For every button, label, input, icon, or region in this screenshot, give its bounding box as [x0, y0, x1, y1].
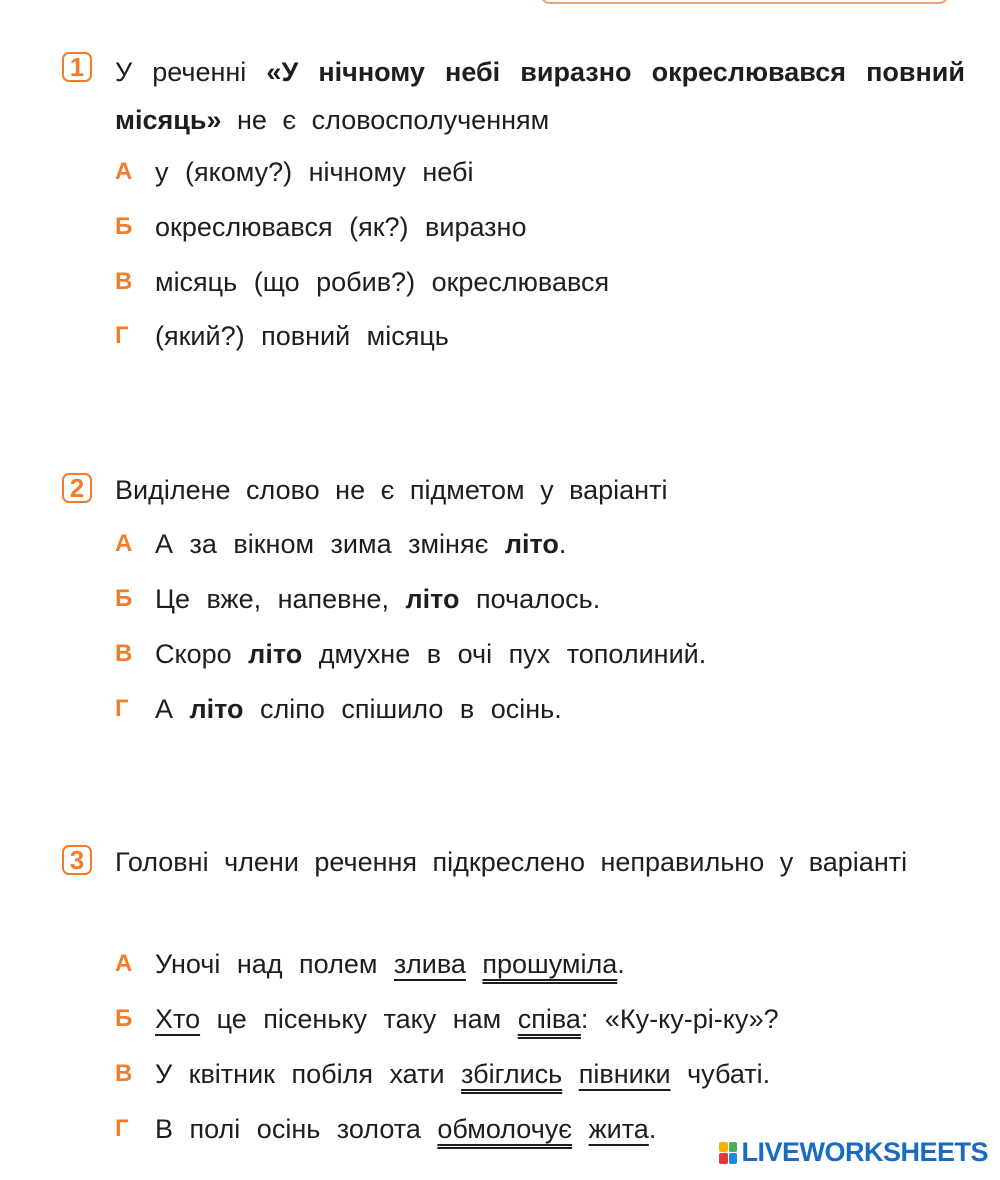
- option-letter: Г: [115, 695, 129, 722]
- predicate-underlined: обмолочує: [437, 1114, 573, 1144]
- option-letter: В: [115, 1060, 133, 1087]
- question-number-badge: 3: [62, 845, 92, 875]
- stem-text: Головні члени речення підкреслено неправильно у варіанті: [115, 847, 908, 877]
- highlighted-word: літо: [504, 529, 559, 559]
- subject-underlined: півники: [578, 1059, 671, 1089]
- highlighted-word: літо: [405, 584, 460, 614]
- subject-underlined: Хто: [155, 1004, 201, 1034]
- top-decor-strip: [540, 0, 949, 4]
- stem-text: У реченні: [115, 57, 267, 87]
- option-letter: Б: [115, 1005, 133, 1032]
- option-text: Хто це пісеньку таку нам співа: «Ку-ку-рі-ку»?: [155, 1004, 779, 1034]
- option-text: Скоро літо дмухне в очі пух тополиний.: [155, 639, 707, 669]
- watermark: [719, 1137, 988, 1168]
- option-text: (який?) повний місяць: [155, 321, 449, 351]
- option-letter: Г: [115, 1115, 129, 1142]
- option-text: В полі осінь золота обмолочує жита.: [155, 1114, 657, 1144]
- option-text: Це вже, напевне, літо почалось.: [155, 584, 601, 614]
- option-text: У квітник побіля хати збіглись півники чубаті.: [155, 1059, 771, 1089]
- option-letter: Б: [115, 213, 133, 240]
- question-stem: [115, 466, 965, 514]
- question-stem: [115, 48, 965, 144]
- option-letter: А: [115, 530, 133, 557]
- question-number-badge: 2: [62, 473, 92, 503]
- option-text: А за вікном зима зміняє літо.: [155, 529, 567, 559]
- watermark-text: LIVEWORKSHEETS: [741, 1137, 988, 1167]
- option-letter: А: [115, 950, 133, 977]
- option-text: у (якому?) нічному небі: [155, 157, 474, 187]
- option-text: А літо сліпо спішило в осінь.: [155, 694, 562, 724]
- stem-text: Виділене слово не є підметом у варіанті: [115, 475, 668, 505]
- option-letter: В: [115, 640, 133, 667]
- option-text: окреслювався (як?) виразно: [155, 212, 527, 242]
- highlighted-word: літо: [248, 639, 303, 669]
- subject-underlined: злива: [393, 949, 466, 979]
- stem-text: не є словосполученням: [221, 105, 550, 135]
- option-letter: А: [115, 158, 133, 185]
- question-number-badge: 1: [62, 52, 92, 82]
- question-stem: [115, 838, 965, 886]
- stem-quote: «У нічному небі виразно окреслювався повний місяць»: [115, 57, 965, 135]
- predicate-underlined: збіглись: [461, 1059, 563, 1089]
- option-letter: Г: [115, 322, 129, 349]
- highlighted-word: літо: [189, 694, 244, 724]
- subject-underlined: жита: [588, 1114, 649, 1144]
- option-text: місяць (що робив?) окреслювався: [155, 267, 610, 297]
- predicate-underlined: прошуміла: [482, 949, 618, 979]
- liveworksheets-logo-icon: [719, 1142, 737, 1164]
- predicate-underlined: співа: [517, 1004, 581, 1034]
- option-letter: В: [115, 268, 133, 295]
- option-letter: Б: [115, 585, 133, 612]
- option-text: Уночі над полем злива прошуміла.: [155, 949, 625, 979]
